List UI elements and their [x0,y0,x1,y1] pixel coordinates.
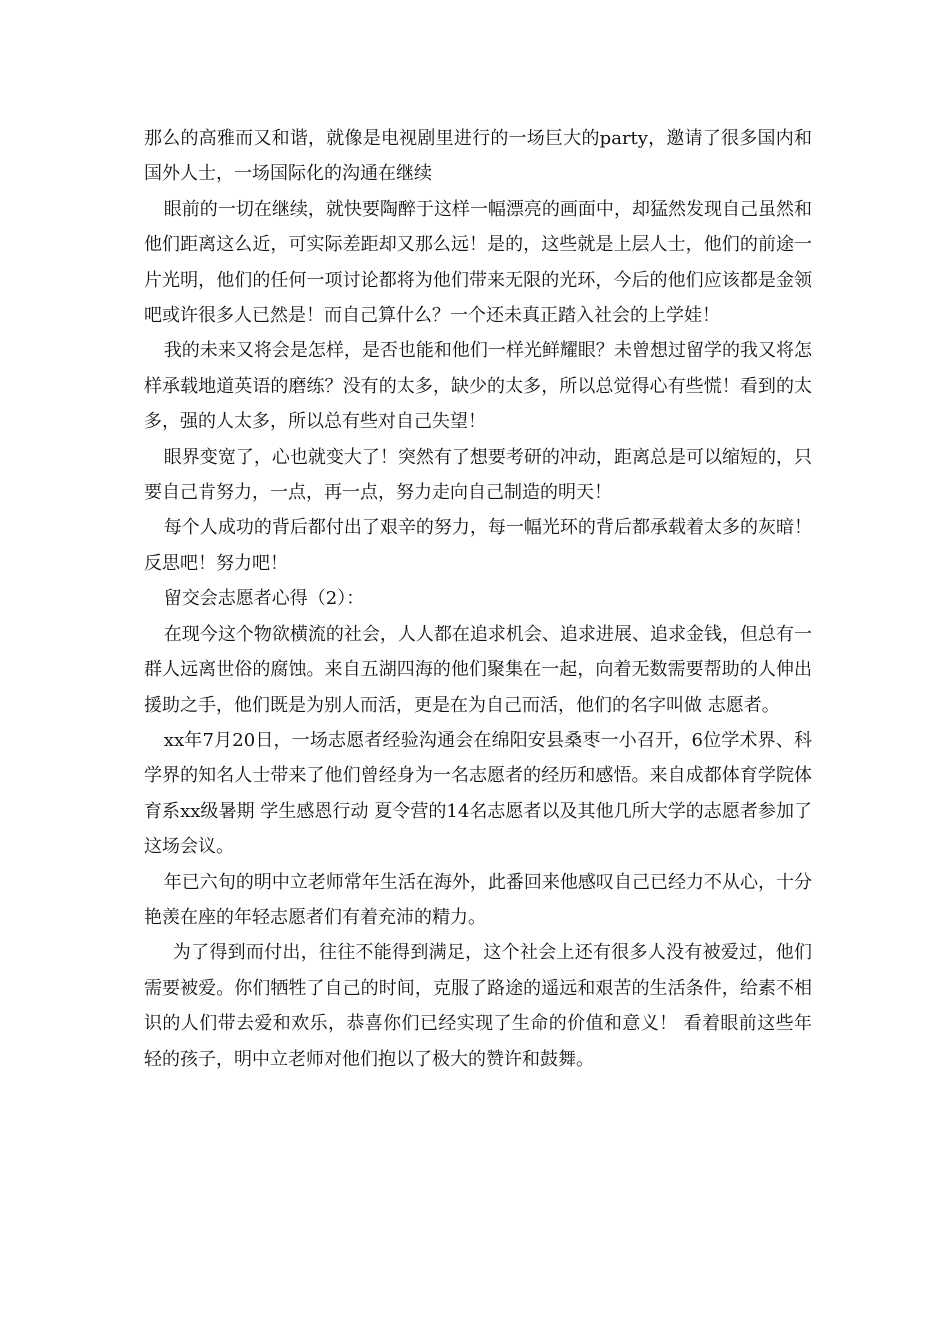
paragraph: 我的未来又将会是怎样，是否也能和他们一样光鲜耀眼？未曾想过留学的我又将怎样承载地道英语的磨练？没有的太多，缺少的太多，所以总觉得心有些慌！看到的太多，强的人太多，所以总有些对自己失望！ [144,340,812,433]
paragraph: xx年7月20日，一场志愿者经验沟通会在绵阳安县桑枣一小召开，6位学术界、科学界的知名人士带来了他们曾经身为一名志愿者的经历和感悟。来自成都体育学院体育系xx级暑期 学生感恩行动 夏令营的14名志愿者以及其他几所大学的志愿者参加了这场会议。 [144,729,812,858]
paragraph: 眼界变宽了，心也就变大了！突然有了想要考研的冲动，距离总是可以缩短的，只要自己肯努力，一点，再一点，努力走向自己制造的明天！ [144,446,812,504]
paragraph: 眼前的一切在继续，就快要陶醉于这样一幅漂亮的画面中，却猛然发现自己虽然和他们距离这么近，可实际差距却又那么远！是的，这些就是上层人士，他们的前途一片光明，他们的任何一项讨论都将为他们带来无限的光环，今后的他们应该都是金领吧或许很多人已然是！而自己算什么？一个还未真正踏入社会的上学娃！ [144,198,812,327]
paragraph: 为了得到而付出，往往不能得到满足，这个社会上还有很多人没有被爱过，他们需要被爱。你们牺牲了自己的时间，克服了路途的遥远和艰苦的生活条件，给素不相识的人们带去爱和欢乐，恭喜你们已经实现了生命的价值和意义！ 看着眼前这些年轻的孩子，明中立老师对他们抱以了极大的赞许和鼓舞。 [144,942,812,1070]
paragraph: 在现今这个物欲横流的社会，人人都在追求机会、追求进展、追求金钱，但总有一群人远离世俗的腐蚀。来自五湖四海的他们聚集在一起，向着无数需要帮助的人伸出援助之手，他们既是为别人而活，更是在为自己而活，他们的名字叫做 志愿者。 [144,623,812,716]
paragraph: 年已六旬的明中立老师常年生活在海外，此番回来他感叹自己已经力不从心，十分艳羡在座的年轻志愿者们有着充沛的精力。 [144,871,812,928]
section-heading: 留交会志愿者心得（2）： [163,588,365,610]
paragraph: 那么的高雅而又和谐，就像是电视剧里进行的一场巨大的party，邀请了很多国内和国外人士，一场国际化的沟通在继续 [144,128,812,185]
document-body [144,121,812,1077]
paragraph: 每个人成功的背后都付出了艰辛的努力，每一幅光环的背后都承载着太多的灰暗！反思吧！努力吧！ [144,517,812,574]
